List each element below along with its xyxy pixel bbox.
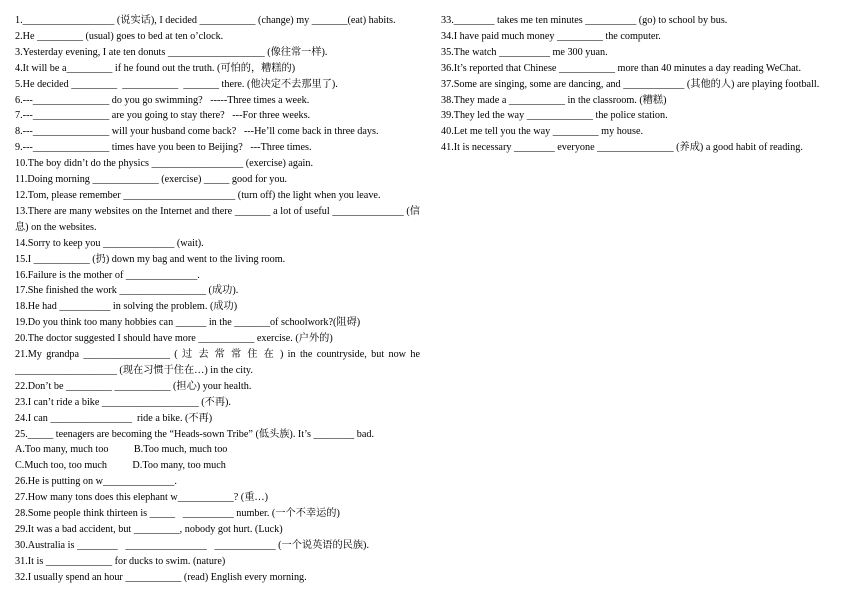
question-line: 37.Some are singing, some are dancing, and ____________ (其他的人) are playing football. xyxy=(441,78,820,90)
question-line: 3.Yesterday evening, I ate ten donuts ___________________ (像往常一样). xyxy=(15,46,328,58)
question-line: 8.---_______________ will your husband come back? ---He’ll come back in three days. xyxy=(15,126,379,138)
question-line: 23.I can’t ride a bike ___________________ (不再). xyxy=(15,396,231,408)
question-line: 9.---_______________ times have you been to Beijing? ---Three times. xyxy=(15,142,312,154)
question-line: 18.He had __________ in solving the problem. (成功) xyxy=(15,301,238,313)
question-line: 6.---_______________ do you go swimming? -----Three times a week. xyxy=(15,94,310,106)
question-line: 12.Tom, please remember ______________________ (turn off) the light when you leave. xyxy=(15,189,381,201)
question-line: 31.It is _____________ for ducks to swim. (nature) xyxy=(15,555,226,567)
question-line: C.Much too, too much D.Too many, too much xyxy=(15,460,226,472)
question-line: 20.The doctor suggested I should have more ___________ exercise. (户外的) xyxy=(15,333,333,345)
question-line: 1.__________________ (说实话), I decided ___________ (change) my _______(eat) habits. xyxy=(15,15,396,26)
question-line: 15.I ___________ (扔) down my bag and went to the living room. xyxy=(15,253,286,265)
question-line: 21.My grandpa _________________ ( 过 去 常 常 住 在 ) in the countryside, but now he ____________________ (现在习惯于住在…) in the city. xyxy=(15,349,420,376)
question-line: 27.How many tons does this elephant w___________? (重…) xyxy=(15,492,268,504)
question-line: 35.The watch __________ me 300 yuan. xyxy=(441,46,608,58)
question-line: 13.There are many websites on the Internet and there _______ a lot of useful ______________ (信息) on the websites. xyxy=(15,205,420,233)
question-line: 22.Don’t be _________ ___________ (担心) your health. xyxy=(15,380,252,392)
question-line: 24.I can ________________ ride a bike. (不再) xyxy=(15,412,213,424)
question-line: 2.He _________ (usual) goes to bed at ten o’clock. xyxy=(15,30,224,42)
question-line: 14.Sorry to keep you ______________ (wait). xyxy=(15,237,204,249)
question-line: 33.________ takes me ten minutes __________ (go) to school by bus. xyxy=(441,15,728,26)
question-line: 16.Failure is the mother of ______________. xyxy=(15,269,200,281)
question-line: 34.I have paid much money _________ the computer. xyxy=(441,30,661,42)
question-line: 26.He is putting on w______________. xyxy=(15,476,177,488)
question-line: 36.It’s reported that Chinese ___________ more than 40 minutes a day reading WeChat. xyxy=(441,62,802,74)
question-line: 39.They led the way _____________ the police station. xyxy=(441,110,668,122)
question-line: 7.---_______________ are you going to stay there? ---For three weeks. xyxy=(15,110,311,122)
question-line: 28.Some people think thirteen is _____ __________ number. (一个不幸运的) xyxy=(15,508,340,520)
right-column xyxy=(441,13,846,156)
question-line: 17.She finished the work _________________ (成功). xyxy=(15,285,239,297)
question-line: 32.I usually spend an hour ___________ (read) English every morning. xyxy=(15,571,307,583)
question-line: 11.Doing morning _____________ (exercise) _____ good for you. xyxy=(15,174,288,186)
question-line: 40.Let me tell you the way _________ my house. xyxy=(441,126,644,138)
question-line: 38.They made a ___________ in the classroom. (糟糕) xyxy=(441,94,667,106)
question-line: 30.Australia is ________ ________________ ____________ (一个说英语的民族). xyxy=(15,539,369,551)
question-line: 25._____ teenagers are becoming the “Heads-sown Tribe” (低头族). It’s ________ bad. xyxy=(15,428,375,440)
question-line: 4.It will be a_________ if he found out the truth. (可怕的，糟糕的) xyxy=(15,62,296,74)
question-line: 29.It was a bad accident, but _________, nobody got hurt. (Luck) xyxy=(15,524,283,535)
question-line: 41.It is necessary ________ everyone _______________ (养成) a good habit of reading. xyxy=(441,142,803,154)
question-line: 19.Do you think too many hobbies can ______ in the _______of schoolwork?(阻碍) xyxy=(15,317,361,329)
left-column xyxy=(15,13,420,586)
question-line: 10.The boy didn’t do the physics __________________ (exercise) again. xyxy=(15,158,314,170)
question-line: A.Too many, much too B.Too much, much too xyxy=(15,444,228,456)
question-line: 5.He decided _________ ___________ _______ there. (他决定不去那里了). xyxy=(15,78,338,90)
